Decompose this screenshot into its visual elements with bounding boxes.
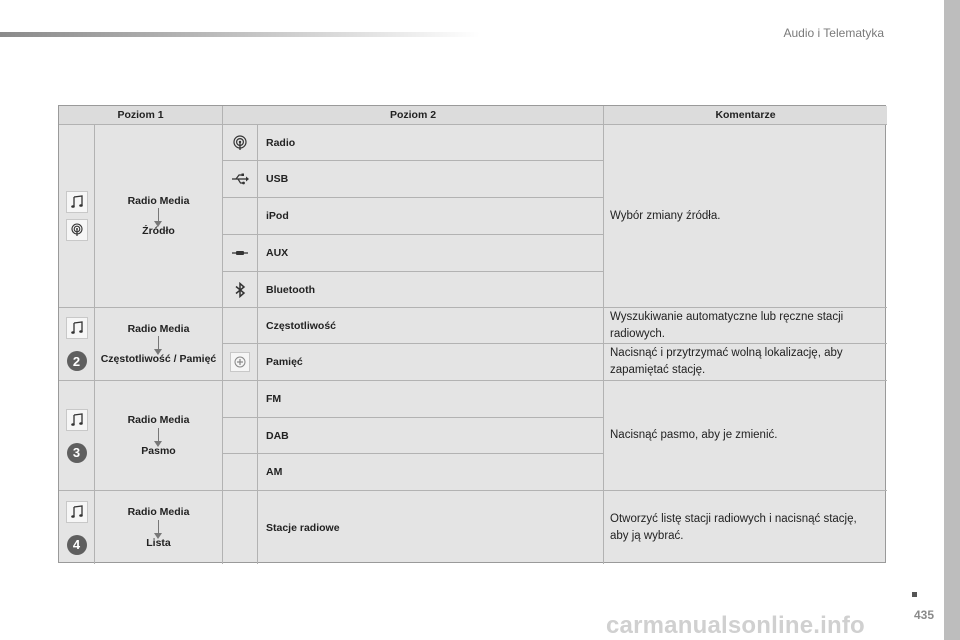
option-stations[interactable]: Stacje radiowe	[258, 491, 604, 564]
watermark: carmanualsonline.info	[606, 612, 865, 639]
option-aux[interactable]: AUX	[258, 235, 604, 272]
option-ipod[interactable]: iPod	[258, 198, 604, 235]
fm-icon-cell	[223, 381, 258, 418]
header-level-2: Poziom 2	[223, 106, 604, 125]
option-am[interactable]: AM	[258, 454, 604, 491]
comment-stations: Otworzyć listę stacji radiowych i nacisnąć stację, aby ją wybrać.	[610, 512, 857, 542]
step-number-badge: 2	[67, 351, 87, 371]
radio-icon	[223, 125, 258, 161]
level1-list	[95, 491, 223, 564]
option-radio[interactable]: Radio	[258, 125, 604, 161]
music-note-icon	[66, 501, 88, 523]
header-gradient-bar	[0, 32, 480, 37]
down-arrow-icon	[158, 336, 159, 350]
option-usb[interactable]: USB	[258, 161, 604, 198]
level1-label-top: Radio Media	[127, 322, 190, 335]
radio-icon	[66, 219, 88, 241]
music-note-icon	[66, 317, 88, 339]
option-frequency[interactable]: Częstotliwość	[258, 308, 604, 344]
level1-label-top: Radio Media	[127, 414, 190, 427]
am-icon-cell	[223, 454, 258, 491]
group-icons-band	[59, 381, 95, 491]
level1-label-bottom: Pasmo	[141, 444, 176, 457]
comment-source: Wybór zmiany źródła.	[604, 125, 887, 308]
page-number: 435	[914, 608, 935, 622]
group-icons-source	[59, 125, 95, 308]
header-level-1: Poziom 1	[59, 106, 223, 125]
level1-label-bottom: Źródło	[142, 225, 175, 237]
page-marker	[912, 592, 917, 597]
ipod-icon-cell	[223, 198, 258, 235]
aux-icon	[223, 235, 258, 272]
down-arrow-icon	[158, 520, 159, 534]
stations-icon-cell	[223, 491, 258, 564]
option-dab[interactable]: DAB	[258, 418, 604, 454]
memory-icon	[230, 352, 250, 372]
usb-icon	[223, 161, 258, 198]
step-number-badge: 3	[67, 443, 87, 463]
menu-table	[58, 105, 886, 563]
comment-band: Nacisnąć pasmo, aby je zmienić.	[604, 381, 887, 491]
comment-memory: Nacisnąć i przytrzymać wolną lokalizację, aby zapamiętać stację.	[604, 344, 887, 381]
music-note-icon	[66, 409, 88, 431]
memory-icon-cell	[223, 344, 258, 381]
group-icons-frequency	[59, 308, 95, 381]
option-fm[interactable]: FM	[258, 381, 604, 418]
down-arrow-icon	[158, 428, 159, 442]
step-number-badge: 4	[67, 535, 87, 555]
comment-frequency: Wyszukiwanie automatyczne lub ręczne stacji radiowych.	[604, 308, 887, 344]
side-tab	[944, 0, 960, 640]
header-comments: Komentarze	[604, 106, 887, 125]
option-bluetooth[interactable]: Bluetooth	[258, 272, 604, 308]
bluetooth-icon	[223, 272, 258, 308]
level1-band	[95, 381, 223, 491]
group-icons-list	[59, 491, 95, 564]
dab-icon-cell	[223, 418, 258, 454]
section-title: Audio i Telematyka	[783, 26, 884, 40]
level1-label-top: Radio Media	[127, 506, 190, 519]
level1-label-top: Radio Media	[127, 194, 190, 207]
level1-frequency	[95, 308, 223, 381]
level1-source	[95, 125, 223, 308]
level1-label-bottom: Częstotliwość / Pamięć	[100, 353, 217, 365]
frequency-icon-cell	[223, 308, 258, 344]
option-memory[interactable]: Pamięć	[258, 344, 604, 381]
level1-label-bottom: Lista	[146, 536, 171, 549]
music-note-icon	[66, 191, 88, 213]
down-arrow-icon	[158, 208, 159, 222]
